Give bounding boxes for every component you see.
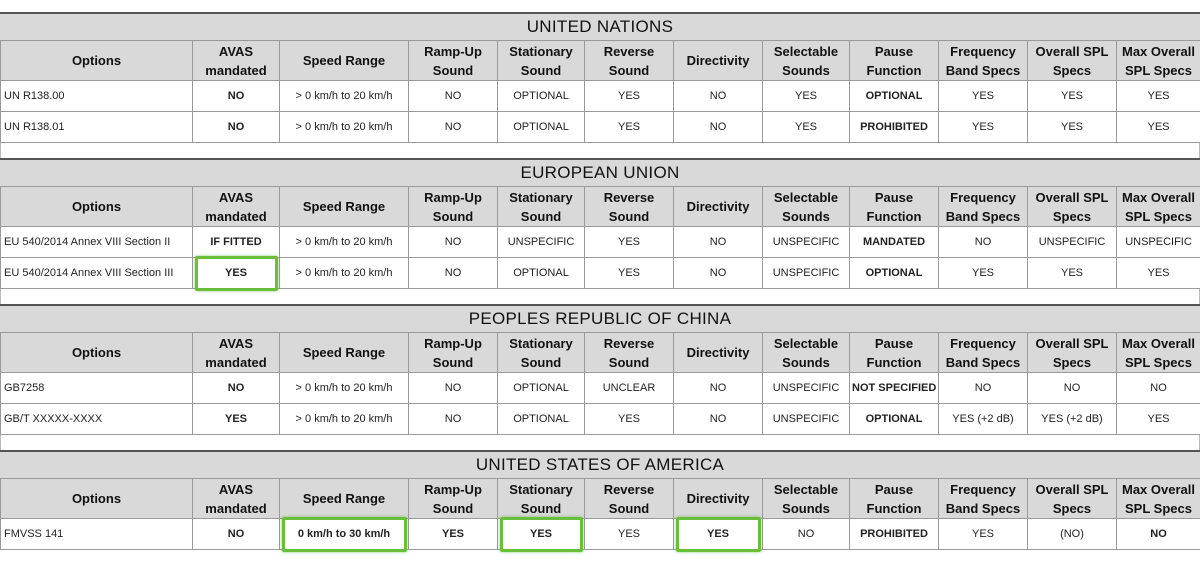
region-title: UNITED STATES OF AMERICA bbox=[0, 450, 1200, 478]
column-header: Frequency Band Specs bbox=[939, 41, 1028, 81]
requirement-cell: YES bbox=[585, 519, 674, 550]
column-header: Stationary Sound bbox=[498, 41, 585, 81]
section-spacer bbox=[0, 143, 1200, 158]
column-header: Max Overall SPL Specs bbox=[1117, 41, 1200, 81]
column-header: Frequency Band Specs bbox=[939, 187, 1028, 227]
column-header: Stationary Sound bbox=[498, 479, 585, 519]
column-header: Overall SPL Specs bbox=[1028, 333, 1117, 373]
requirement-cell: YES (+2 dB) bbox=[939, 404, 1028, 435]
section-spacer bbox=[0, 289, 1200, 304]
requirement-cell: > 0 km/h to 20 km/h bbox=[280, 258, 409, 289]
table-row bbox=[1, 373, 1200, 404]
requirement-cell: UNSPECIFIC bbox=[1117, 227, 1200, 258]
requirement-cell: YES bbox=[193, 404, 280, 435]
requirement-cell: YES bbox=[585, 81, 674, 112]
requirement-cell: NO bbox=[1028, 373, 1117, 404]
requirement-cell: NO bbox=[409, 404, 498, 435]
table-row bbox=[1, 258, 1200, 289]
requirement-cell: NO bbox=[193, 112, 280, 143]
table-row bbox=[1, 112, 1200, 143]
requirement-cell: NO bbox=[674, 227, 763, 258]
column-header: Stationary Sound bbox=[498, 333, 585, 373]
requirement-cell: MANDATED bbox=[850, 227, 939, 258]
region-section bbox=[0, 450, 1200, 550]
column-header: AVAS mandated bbox=[193, 187, 280, 227]
column-header: Pause Function bbox=[850, 187, 939, 227]
requirements-table bbox=[0, 186, 1200, 289]
region-section bbox=[0, 304, 1200, 435]
requirement-cell: (NO) bbox=[1028, 519, 1117, 550]
column-header: Speed Range bbox=[280, 479, 409, 519]
header-row bbox=[1, 333, 1200, 373]
header-row bbox=[1, 479, 1200, 519]
requirement-cell: NO bbox=[409, 258, 498, 289]
column-header: Max Overall SPL Specs bbox=[1117, 479, 1200, 519]
requirement-cell: YES bbox=[409, 519, 498, 550]
column-header: Directivity bbox=[674, 41, 763, 81]
requirement-cell: YES bbox=[763, 81, 850, 112]
requirement-cell: YES bbox=[1117, 81, 1200, 112]
regulation-name-cell: FMVSS 141 bbox=[1, 519, 193, 550]
regulation-name-cell: EU 540/2014 Annex VIII Section III bbox=[1, 258, 193, 289]
regulation-comparison-sheet bbox=[0, 12, 1200, 550]
requirement-cell: YES (+2 dB) bbox=[1028, 404, 1117, 435]
requirement-cell: > 0 km/h to 20 km/h bbox=[280, 373, 409, 404]
header-row bbox=[1, 41, 1200, 81]
requirement-cell: NO bbox=[674, 81, 763, 112]
region-section bbox=[0, 158, 1200, 289]
requirement-cell: UNCLEAR bbox=[585, 373, 674, 404]
requirement-cell: YES bbox=[1028, 258, 1117, 289]
column-header: Pause Function bbox=[850, 41, 939, 81]
requirement-cell: UNSPECIFIC bbox=[498, 227, 585, 258]
table-row bbox=[1, 81, 1200, 112]
requirement-cell: NO bbox=[409, 227, 498, 258]
requirement-cell: NO bbox=[409, 112, 498, 143]
requirement-cell: YES bbox=[585, 112, 674, 143]
requirement-cell: NO bbox=[674, 373, 763, 404]
requirement-cell: YES bbox=[1028, 112, 1117, 143]
column-header: Ramp-Up Sound bbox=[409, 333, 498, 373]
column-header: Overall SPL Specs bbox=[1028, 479, 1117, 519]
requirement-cell: NO bbox=[674, 112, 763, 143]
requirement-cell: OPTIONAL bbox=[498, 258, 585, 289]
column-header: Directivity bbox=[674, 479, 763, 519]
requirement-cell: UNSPECIFIC bbox=[763, 373, 850, 404]
requirement-cell: OPTIONAL bbox=[850, 81, 939, 112]
requirement-cell: NO bbox=[1117, 373, 1200, 404]
column-header: Max Overall SPL Specs bbox=[1117, 187, 1200, 227]
header-row bbox=[1, 187, 1200, 227]
column-header: Reverse Sound bbox=[585, 187, 674, 227]
requirement-cell: YES bbox=[674, 519, 763, 550]
region-title: EUROPEAN UNION bbox=[0, 158, 1200, 186]
regulation-name-cell: EU 540/2014 Annex VIII Section II bbox=[1, 227, 193, 258]
column-header: AVAS mandated bbox=[193, 41, 280, 81]
column-header: Frequency Band Specs bbox=[939, 479, 1028, 519]
requirement-cell: YES bbox=[585, 404, 674, 435]
requirement-cell: 0 km/h to 30 km/h bbox=[280, 519, 409, 550]
requirement-cell: YES bbox=[193, 258, 280, 289]
requirement-cell: YES bbox=[939, 81, 1028, 112]
requirement-cell: > 0 km/h to 20 km/h bbox=[280, 227, 409, 258]
requirement-cell: NO bbox=[1117, 519, 1200, 550]
regulation-name-cell: GB7258 bbox=[1, 373, 193, 404]
requirement-cell: YES bbox=[585, 258, 674, 289]
requirement-cell: YES bbox=[1117, 404, 1200, 435]
regulation-name-cell: UN R138.01 bbox=[1, 112, 193, 143]
requirements-table bbox=[0, 40, 1200, 143]
column-header: Selectable Sounds bbox=[763, 333, 850, 373]
column-header: Ramp-Up Sound bbox=[409, 187, 498, 227]
column-header: Directivity bbox=[674, 187, 763, 227]
requirement-cell: PROHIBITED bbox=[850, 112, 939, 143]
requirement-cell: > 0 km/h to 20 km/h bbox=[280, 112, 409, 143]
column-header: Ramp-Up Sound bbox=[409, 41, 498, 81]
column-header: Reverse Sound bbox=[585, 333, 674, 373]
column-header: Ramp-Up Sound bbox=[409, 479, 498, 519]
column-header: AVAS mandated bbox=[193, 479, 280, 519]
requirement-cell: YES bbox=[498, 519, 585, 550]
requirement-cell: YES bbox=[585, 227, 674, 258]
requirement-cell: YES bbox=[1117, 112, 1200, 143]
column-header: Options bbox=[1, 187, 193, 227]
requirement-cell: > 0 km/h to 20 km/h bbox=[280, 81, 409, 112]
requirement-cell: UNSPECIFIC bbox=[1028, 227, 1117, 258]
column-header: Reverse Sound bbox=[585, 41, 674, 81]
requirement-cell: NOT SPECIFIED bbox=[850, 373, 939, 404]
requirement-cell: YES bbox=[1028, 81, 1117, 112]
requirement-cell: NO bbox=[193, 519, 280, 550]
requirement-cell: YES bbox=[939, 258, 1028, 289]
column-header: Frequency Band Specs bbox=[939, 333, 1028, 373]
region-title: UNITED NATIONS bbox=[0, 12, 1200, 40]
table-row bbox=[1, 227, 1200, 258]
column-header: Pause Function bbox=[850, 479, 939, 519]
requirement-cell: YES bbox=[939, 112, 1028, 143]
requirement-cell: > 0 km/h to 20 km/h bbox=[280, 404, 409, 435]
requirement-cell: OPTIONAL bbox=[850, 258, 939, 289]
column-header: Overall SPL Specs bbox=[1028, 41, 1117, 81]
column-header: Options bbox=[1, 333, 193, 373]
column-header: Selectable Sounds bbox=[763, 41, 850, 81]
requirement-cell: NO bbox=[193, 373, 280, 404]
column-header: Directivity bbox=[674, 333, 763, 373]
column-header: Stationary Sound bbox=[498, 187, 585, 227]
requirement-cell: YES bbox=[1117, 258, 1200, 289]
column-header: Reverse Sound bbox=[585, 479, 674, 519]
section-spacer bbox=[0, 435, 1200, 450]
regulation-name-cell: GB/T XXXXX-XXXX bbox=[1, 404, 193, 435]
column-header: Selectable Sounds bbox=[763, 479, 850, 519]
column-header: Overall SPL Specs bbox=[1028, 187, 1117, 227]
requirement-cell: OPTIONAL bbox=[498, 112, 585, 143]
requirement-cell: NO bbox=[409, 373, 498, 404]
column-header: AVAS mandated bbox=[193, 333, 280, 373]
requirement-cell: NO bbox=[193, 81, 280, 112]
column-header: Pause Function bbox=[850, 333, 939, 373]
table-row bbox=[1, 404, 1200, 435]
requirements-table bbox=[0, 478, 1200, 550]
requirement-cell: UNSPECIFIC bbox=[763, 227, 850, 258]
requirement-cell: NO bbox=[763, 519, 850, 550]
requirements-table bbox=[0, 332, 1200, 435]
column-header: Max Overall SPL Specs bbox=[1117, 333, 1200, 373]
table-row bbox=[1, 519, 1200, 550]
column-header: Selectable Sounds bbox=[763, 187, 850, 227]
requirement-cell: IF FITTED bbox=[193, 227, 280, 258]
requirement-cell: NO bbox=[674, 258, 763, 289]
requirement-cell: OPTIONAL bbox=[498, 373, 585, 404]
regulation-name-cell: UN R138.00 bbox=[1, 81, 193, 112]
column-header: Speed Range bbox=[280, 187, 409, 227]
region-section bbox=[0, 12, 1200, 143]
requirement-cell: UNSPECIFIC bbox=[763, 404, 850, 435]
column-header: Options bbox=[1, 41, 193, 81]
requirement-cell: YES bbox=[763, 112, 850, 143]
column-header: Speed Range bbox=[280, 41, 409, 81]
requirement-cell: OPTIONAL bbox=[498, 81, 585, 112]
requirement-cell: NO bbox=[939, 227, 1028, 258]
region-title: PEOPLES REPUBLIC OF CHINA bbox=[0, 304, 1200, 332]
requirement-cell: OPTIONAL bbox=[850, 404, 939, 435]
column-header: Options bbox=[1, 479, 193, 519]
column-header: Speed Range bbox=[280, 333, 409, 373]
requirement-cell: UNSPECIFIC bbox=[763, 258, 850, 289]
requirement-cell: PROHIBITED bbox=[850, 519, 939, 550]
requirement-cell: NO bbox=[939, 373, 1028, 404]
requirement-cell: NO bbox=[409, 81, 498, 112]
requirement-cell: YES bbox=[939, 519, 1028, 550]
requirement-cell: OPTIONAL bbox=[498, 404, 585, 435]
requirement-cell: NO bbox=[674, 404, 763, 435]
